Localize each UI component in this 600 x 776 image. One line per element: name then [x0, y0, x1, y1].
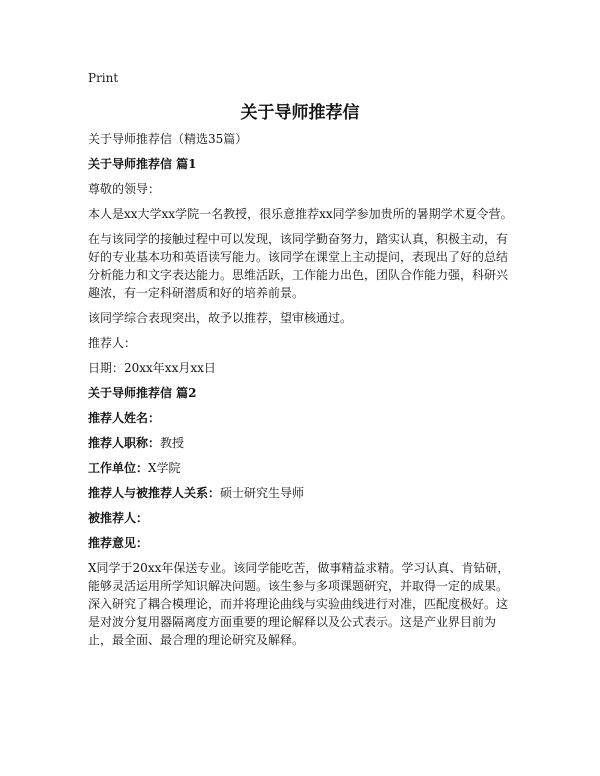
work-unit-value: X学院	[148, 461, 181, 475]
letter1-date: 日期：20xx年xx月xx日	[88, 361, 216, 375]
recommender-title-value: 教授	[160, 436, 185, 450]
recommender-title-label: 推荐人职称：	[88, 436, 161, 450]
letter1-greeting: 尊敬的领导：	[88, 182, 161, 196]
letter1-heading: 关于导师推荐信 篇1	[88, 157, 197, 171]
letter1-recommender: 推荐人：	[88, 336, 137, 350]
opinion-row	[88, 534, 518, 552]
subtitle: 关于导师推荐信（精选35篇）	[88, 132, 248, 146]
page-title: 关于导师推荐信	[240, 103, 360, 123]
print-label: Print	[88, 71, 119, 85]
letter1-paragraph-2: 在与该同学的接触过程中可以发现，该同学勤奋努力，踏实认真，积极主动，有好的专业基本功和英语读写能力。该同学在课堂上主动提问，表现出了好的总结分析能力和文字表达能力。思维活跃，工作能力出色，团队合作能力强，科研兴趣浓，有一定科研潜质和好的培养前景。	[88, 232, 509, 300]
letter1-paragraph-1: 本人是xx大学xx学院一名教授，很乐意推荐xx同学参加贵所的暑期学术夏令营。	[88, 207, 513, 221]
recommendee-row	[88, 509, 518, 527]
recommender-title-row	[88, 434, 518, 452]
recommender-name-label: 推荐人姓名：	[88, 411, 161, 425]
document-body	[88, 130, 518, 656]
letter2-heading: 关于导师推荐信 篇2	[88, 386, 197, 400]
work-unit-label: 工作单位：	[88, 461, 149, 475]
work-unit-row	[88, 459, 518, 477]
letter1-paragraph-3: 该同学综合表现突出，故予以推荐，望审核通过。	[88, 311, 353, 325]
relation-label: 推荐人与被推荐人关系：	[88, 486, 221, 500]
relation-value: 硕士研究生导师	[220, 486, 305, 500]
opinion-text: X同学于20xx年保送专业。该同学能吃苦，做事精益求精。学习认真、肯钻研，能够灵活运用所学知识解决问题。该生参与多项课题研究，并取得一定的成果。深入研究了耦合模理论，而并将理论曲线与实验曲线进行对准，匹配度极好。这是对波分复用器隔离度方面重要的理论解释以及公式表示。这是产业界目前为止，最全面、最合理的理论研究及解释。	[88, 561, 510, 647]
relation-row	[88, 484, 518, 502]
recommender-name-row	[88, 409, 518, 427]
opinion-label: 推荐意见：	[88, 536, 149, 550]
recommendee-label: 被推荐人：	[88, 511, 149, 525]
